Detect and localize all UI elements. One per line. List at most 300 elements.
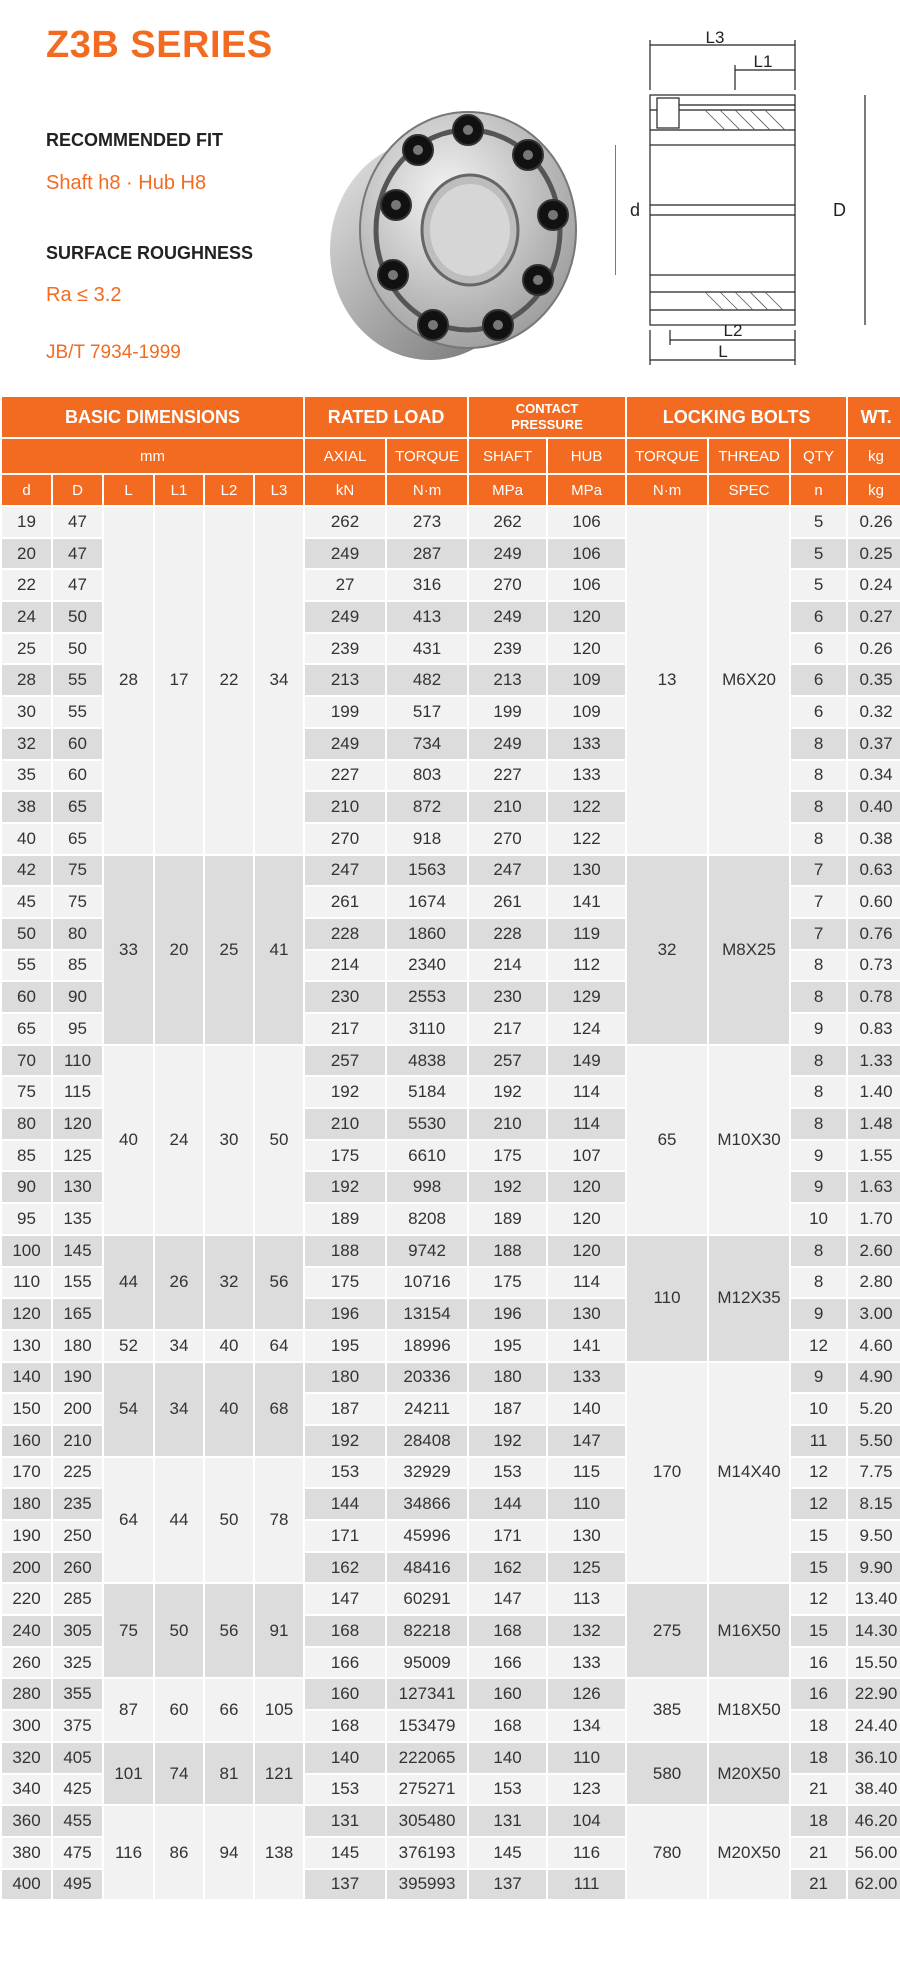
cell-D: 120 (53, 1109, 102, 1139)
cell-D: 125 (53, 1141, 102, 1171)
cell-d: 24 (2, 602, 51, 632)
cell-d: 90 (2, 1172, 51, 1202)
cell-l3: 105 (255, 1679, 303, 1740)
cell-D: 85 (53, 951, 102, 981)
column-header: L (104, 475, 153, 505)
cell-l2: 94 (205, 1806, 253, 1899)
cell-axial: 257 (305, 1046, 385, 1076)
cell-shaft-pressure: 145 (469, 1838, 546, 1868)
cell-D: 210 (53, 1426, 102, 1456)
cell-hub-pressure: 126 (548, 1679, 625, 1709)
cell-shaft-pressure: 147 (469, 1584, 546, 1614)
cell-weight: 5.50 (848, 1426, 900, 1456)
cell-qty: 9 (791, 1299, 846, 1329)
cell-weight: 1.63 (848, 1172, 900, 1202)
cell-l: 52 (104, 1331, 153, 1361)
cell-D: 75 (53, 887, 102, 917)
cell-torque: 3110 (387, 1014, 467, 1044)
cell-qty: 12 (791, 1489, 846, 1519)
cell-D: 200 (53, 1394, 102, 1424)
cell-axial: 230 (305, 982, 385, 1012)
sub-header: TORQUE (387, 439, 467, 473)
cell-weight: 0.40 (848, 792, 900, 822)
cell-shaft-pressure: 140 (469, 1743, 546, 1773)
cell-d: 320 (2, 1743, 51, 1773)
cell-bolt-torque: 780 (627, 1806, 707, 1899)
cell-qty: 8 (791, 1046, 846, 1076)
cell-qty: 11 (791, 1426, 846, 1456)
cell-torque: 998 (387, 1172, 467, 1202)
cell-qty: 8 (791, 761, 846, 791)
cell-qty: 8 (791, 792, 846, 822)
cell-d: 95 (2, 1204, 51, 1234)
cell-hub-pressure: 114 (548, 1077, 625, 1107)
cell-torque: 8208 (387, 1204, 467, 1234)
cell-axial: 228 (305, 919, 385, 949)
cell-weight: 2.60 (848, 1236, 900, 1266)
cell-l2: 25 (205, 856, 253, 1044)
cell-torque: 413 (387, 602, 467, 632)
cell-torque: 24211 (387, 1394, 467, 1424)
cell-l2: 66 (205, 1679, 253, 1740)
cell-D: 250 (53, 1521, 102, 1551)
cell-torque: 9742 (387, 1236, 467, 1266)
cell-hub-pressure: 112 (548, 951, 625, 981)
cell-torque: 395993 (387, 1870, 467, 1900)
cell-d: 40 (2, 824, 51, 854)
cell-bolt-thread: M12X35 (709, 1236, 789, 1361)
label-l2: L2 (723, 321, 743, 340)
cell-torque: 1674 (387, 887, 467, 917)
group-header: LOCKING BOLTS (627, 397, 846, 437)
cell-shaft-pressure: 144 (469, 1489, 546, 1519)
cell-shaft-pressure: 131 (469, 1806, 546, 1836)
cell-d: 60 (2, 982, 51, 1012)
cell-torque: 10716 (387, 1268, 467, 1298)
cell-torque: 5184 (387, 1077, 467, 1107)
cell-D: 375 (53, 1711, 102, 1741)
table-row (2, 1679, 900, 1709)
cell-torque: 32929 (387, 1458, 467, 1488)
cell-weight: 4.90 (848, 1363, 900, 1393)
cell-shaft-pressure: 257 (469, 1046, 546, 1076)
cell-shaft-pressure: 192 (469, 1077, 546, 1107)
cell-l1: 60 (155, 1679, 203, 1740)
cell-shaft-pressure: 195 (469, 1331, 546, 1361)
cell-axial: 160 (305, 1679, 385, 1709)
cell-l2: 56 (205, 1584, 253, 1677)
cell-qty: 12 (791, 1584, 846, 1614)
cell-d: 28 (2, 665, 51, 695)
cell-D: 65 (53, 824, 102, 854)
roughness-value: Ra ≤ 3.2 (46, 284, 122, 306)
cell-l: 44 (104, 1236, 153, 1329)
cell-d: 85 (2, 1141, 51, 1171)
cell-torque: 517 (387, 697, 467, 727)
cell-axial: 153 (305, 1458, 385, 1488)
cell-bolt-thread: M8X25 (709, 856, 789, 1044)
cell-shaft-pressure: 168 (469, 1711, 546, 1741)
cell-hub-pressure: 125 (548, 1553, 625, 1583)
cell-d: 160 (2, 1426, 51, 1456)
cell-hub-pressure: 104 (548, 1806, 625, 1836)
column-header: MPa (469, 475, 546, 505)
cell-weight: 2.80 (848, 1268, 900, 1298)
cell-l: 116 (104, 1806, 153, 1899)
cell-axial: 175 (305, 1268, 385, 1298)
cell-D: 50 (53, 602, 102, 632)
cell-d: 50 (2, 919, 51, 949)
cell-torque: 2553 (387, 982, 467, 1012)
cell-torque: 6610 (387, 1141, 467, 1171)
fit-value: Shaft h8 · Hub H8 (46, 172, 207, 194)
cell-D: 305 (53, 1616, 102, 1646)
cell-hub-pressure: 115 (548, 1458, 625, 1488)
cell-D: 260 (53, 1553, 102, 1583)
cell-weight: 1.40 (848, 1077, 900, 1107)
group-header: BASIC DIMENSIONS (2, 397, 303, 437)
cell-D: 135 (53, 1204, 102, 1234)
cell-shaft-pressure: 199 (469, 697, 546, 727)
column-header: L3 (255, 475, 303, 505)
cell-weight: 0.34 (848, 761, 900, 791)
cell-hub-pressure: 124 (548, 1014, 625, 1044)
cell-hub-pressure: 140 (548, 1394, 625, 1424)
cell-d: 110 (2, 1268, 51, 1298)
cell-qty: 5 (791, 539, 846, 569)
cell-axial: 249 (305, 539, 385, 569)
cell-d: 200 (2, 1553, 51, 1583)
cell-axial: 247 (305, 856, 385, 886)
cell-l3: 56 (255, 1236, 303, 1329)
cell-axial: 147 (305, 1584, 385, 1614)
cell-hub-pressure: 114 (548, 1109, 625, 1139)
cell-qty: 8 (791, 1077, 846, 1107)
column-header: n (791, 475, 846, 505)
cell-torque: 4838 (387, 1046, 467, 1076)
cell-D: 75 (53, 856, 102, 886)
cell-axial: 180 (305, 1363, 385, 1393)
column-header: SPEC (709, 475, 789, 505)
sub-header: HUB (548, 439, 625, 473)
cell-shaft-pressure: 196 (469, 1299, 546, 1329)
cell-shaft-pressure: 192 (469, 1172, 546, 1202)
cell-torque: 5530 (387, 1109, 467, 1139)
cell-weight: 0.26 (848, 507, 900, 537)
cell-axial: 213 (305, 665, 385, 695)
cell-shaft-pressure: 168 (469, 1616, 546, 1646)
cell-axial: 210 (305, 1109, 385, 1139)
cell-axial: 210 (305, 792, 385, 822)
cell-weight: 38.40 (848, 1775, 900, 1805)
cell-l3: 121 (255, 1743, 303, 1804)
cell-hub-pressure: 134 (548, 1711, 625, 1741)
cell-hub-pressure: 119 (548, 919, 625, 949)
cell-d: 180 (2, 1489, 51, 1519)
cell-torque: 803 (387, 761, 467, 791)
cell-weight: 0.24 (848, 570, 900, 600)
cell-weight: 9.90 (848, 1553, 900, 1583)
cell-hub-pressure: 110 (548, 1743, 625, 1773)
cell-bolt-thread: M16X50 (709, 1584, 789, 1677)
cell-qty: 7 (791, 856, 846, 886)
cell-l1: 20 (155, 856, 203, 1044)
cell-D: 90 (53, 982, 102, 1012)
cell-hub-pressure: 109 (548, 697, 625, 727)
cell-weight: 7.75 (848, 1458, 900, 1488)
cell-torque: 48416 (387, 1553, 467, 1583)
cell-shaft-pressure: 270 (469, 570, 546, 600)
cell-bolt-torque: 385 (627, 1679, 707, 1740)
table-row (2, 1806, 900, 1836)
cell-d: 260 (2, 1648, 51, 1678)
fit-heading: RECOMMENDED FIT (46, 130, 223, 150)
cell-d: 65 (2, 1014, 51, 1044)
cell-torque: 20336 (387, 1363, 467, 1393)
sub-header: SHAFT (469, 439, 546, 473)
cell-qty: 9 (791, 1172, 846, 1202)
cell-hub-pressure: 130 (548, 1299, 625, 1329)
cell-axial: 145 (305, 1838, 385, 1868)
cell-torque: 127341 (387, 1679, 467, 1709)
cell-axial: 214 (305, 951, 385, 981)
cell-l1: 26 (155, 1236, 203, 1329)
cell-D: 115 (53, 1077, 102, 1107)
group-header-text: CONTACT PRESSURE (511, 401, 583, 432)
cell-axial: 168 (305, 1616, 385, 1646)
cell-D: 80 (53, 919, 102, 949)
cell-weight: 8.15 (848, 1489, 900, 1519)
cell-D: 145 (53, 1236, 102, 1266)
cell-hub-pressure: 107 (548, 1141, 625, 1171)
cell-axial: 162 (305, 1553, 385, 1583)
table-row (2, 1046, 900, 1076)
cell-axial: 192 (305, 1172, 385, 1202)
column-header: N·m (627, 475, 707, 505)
cell-bolt-torque: 170 (627, 1363, 707, 1583)
label-l: L (718, 342, 728, 361)
cell-qty: 5 (791, 507, 846, 537)
cell-hub-pressure: 130 (548, 1521, 625, 1551)
cell-D: 190 (53, 1363, 102, 1393)
page-title: Z3B SERIES (46, 24, 273, 66)
cell-axial: 131 (305, 1806, 385, 1836)
cell-d: 75 (2, 1077, 51, 1107)
cell-qty: 16 (791, 1679, 846, 1709)
cell-hub-pressure: 129 (548, 982, 625, 1012)
cell-l: 33 (104, 856, 153, 1044)
sub-header: mm (2, 439, 303, 473)
cell-hub-pressure: 123 (548, 1775, 625, 1805)
cell-l3: 138 (255, 1806, 303, 1899)
cell-torque: 734 (387, 729, 467, 759)
cell-weight: 56.00 (848, 1838, 900, 1868)
cell-l: 101 (104, 1743, 153, 1804)
cell-hub-pressure: 132 (548, 1616, 625, 1646)
cell-qty: 6 (791, 665, 846, 695)
cell-qty: 18 (791, 1743, 846, 1773)
column-header: L2 (205, 475, 253, 505)
cell-l1: 34 (155, 1331, 203, 1361)
cell-d: 130 (2, 1331, 51, 1361)
cell-axial: 171 (305, 1521, 385, 1551)
table-row (2, 1236, 900, 1266)
cell-bolt-thread: M20X50 (709, 1806, 789, 1899)
cell-hub-pressure: 120 (548, 634, 625, 664)
cell-qty: 21 (791, 1838, 846, 1868)
cell-d: 220 (2, 1584, 51, 1614)
cell-hub-pressure: 120 (548, 1204, 625, 1234)
table-row (2, 856, 900, 886)
cell-qty: 9 (791, 1014, 846, 1044)
label-l3: L3 (705, 30, 725, 47)
cell-l1: 50 (155, 1584, 203, 1677)
cell-torque: 60291 (387, 1584, 467, 1614)
cell-torque: 153479 (387, 1711, 467, 1741)
column-header: kN (305, 475, 385, 505)
cell-l2: 30 (205, 1046, 253, 1234)
cell-axial: 187 (305, 1394, 385, 1424)
cell-D: 325 (53, 1648, 102, 1678)
section-drawing (615, 30, 885, 375)
cell-hub-pressure: 149 (548, 1046, 625, 1076)
label-d-large: D (833, 200, 846, 220)
cell-qty: 8 (791, 1236, 846, 1266)
cell-d: 140 (2, 1363, 51, 1393)
cell-l3: 34 (255, 507, 303, 854)
roughness-heading: SURFACE ROUGHNESS (46, 243, 254, 263)
cell-d: 20 (2, 539, 51, 569)
cell-bolt-torque: 13 (627, 507, 707, 854)
cell-qty: 7 (791, 887, 846, 917)
sub-header: kg (848, 439, 900, 473)
cell-torque: 222065 (387, 1743, 467, 1773)
cell-axial: 27 (305, 570, 385, 600)
cell-shaft-pressure: 230 (469, 982, 546, 1012)
cell-hub-pressure: 120 (548, 1236, 625, 1266)
cell-D: 47 (53, 539, 102, 569)
cell-shaft-pressure: 137 (469, 1870, 546, 1900)
cell-shaft-pressure: 180 (469, 1363, 546, 1393)
cell-bolt-torque: 32 (627, 856, 707, 1044)
cell-D: 225 (53, 1458, 102, 1488)
cell-weight: 0.83 (848, 1014, 900, 1044)
cell-hub-pressure: 120 (548, 1172, 625, 1202)
cell-l2: 22 (205, 507, 253, 854)
cell-bolt-torque: 110 (627, 1236, 707, 1361)
cell-l3: 91 (255, 1584, 303, 1677)
cell-weight: 0.78 (848, 982, 900, 1012)
cell-l: 75 (104, 1584, 153, 1677)
cell-hub-pressure: 116 (548, 1838, 625, 1868)
cell-torque: 287 (387, 539, 467, 569)
cell-hub-pressure: 133 (548, 761, 625, 791)
column-header: L1 (155, 475, 203, 505)
cell-shaft-pressure: 160 (469, 1679, 546, 1709)
cell-hub-pressure: 120 (548, 602, 625, 632)
cell-torque: 45996 (387, 1521, 467, 1551)
cell-qty: 15 (791, 1521, 846, 1551)
cell-D: 285 (53, 1584, 102, 1614)
cell-shaft-pressure: 247 (469, 856, 546, 886)
cell-D: 475 (53, 1838, 102, 1868)
cell-weight: 13.40 (848, 1584, 900, 1614)
cell-qty: 6 (791, 602, 846, 632)
cell-l3: 41 (255, 856, 303, 1044)
cell-l: 28 (104, 507, 153, 854)
cell-axial: 217 (305, 1014, 385, 1044)
cell-axial: 227 (305, 761, 385, 791)
cell-d: 340 (2, 1775, 51, 1805)
group-header: RATED LOAD (305, 397, 467, 437)
cell-hub-pressure: 110 (548, 1489, 625, 1519)
column-header: D (53, 475, 102, 505)
cell-weight: 5.20 (848, 1394, 900, 1424)
cell-l1: 17 (155, 507, 203, 854)
product-image (318, 100, 588, 370)
cell-qty: 8 (791, 1268, 846, 1298)
cell-torque: 95009 (387, 1648, 467, 1678)
cell-qty: 21 (791, 1775, 846, 1805)
cell-hub-pressure: 133 (548, 1363, 625, 1393)
cell-hub-pressure: 122 (548, 792, 625, 822)
cell-l3: 78 (255, 1458, 303, 1583)
cell-shaft-pressure: 213 (469, 665, 546, 695)
cell-shaft-pressure: 249 (469, 729, 546, 759)
cell-D: 55 (53, 697, 102, 727)
cell-d: 380 (2, 1838, 51, 1868)
cell-axial: 192 (305, 1426, 385, 1456)
cell-shaft-pressure: 227 (469, 761, 546, 791)
cell-axial: 239 (305, 634, 385, 664)
cell-shaft-pressure: 217 (469, 1014, 546, 1044)
cell-l2: 81 (205, 1743, 253, 1804)
cell-D: 355 (53, 1679, 102, 1709)
cell-D: 235 (53, 1489, 102, 1519)
cell-weight: 46.20 (848, 1806, 900, 1836)
cell-hub-pressure: 106 (548, 570, 625, 600)
cell-d: 80 (2, 1109, 51, 1139)
cell-shaft-pressure: 153 (469, 1458, 546, 1488)
cell-D: 95 (53, 1014, 102, 1044)
cell-torque: 13154 (387, 1299, 467, 1329)
cell-torque: 28408 (387, 1426, 467, 1456)
cell-weight: 0.25 (848, 539, 900, 569)
cell-shaft-pressure: 239 (469, 634, 546, 664)
cell-l1: 74 (155, 1743, 203, 1804)
cell-torque: 34866 (387, 1489, 467, 1519)
cell-d: 45 (2, 887, 51, 917)
cell-d: 35 (2, 761, 51, 791)
cell-qty: 15 (791, 1553, 846, 1583)
cell-axial: 261 (305, 887, 385, 917)
cell-axial: 196 (305, 1299, 385, 1329)
cell-D: 455 (53, 1806, 102, 1836)
cell-bolt-thread: M10X30 (709, 1046, 789, 1234)
cell-weight: 14.30 (848, 1616, 900, 1646)
cell-shaft-pressure: 187 (469, 1394, 546, 1424)
cell-d: 38 (2, 792, 51, 822)
cell-torque: 1860 (387, 919, 467, 949)
cell-axial: 195 (305, 1331, 385, 1361)
cell-weight: 15.50 (848, 1648, 900, 1678)
cell-l: 40 (104, 1046, 153, 1234)
cell-l: 54 (104, 1363, 153, 1456)
column-header: MPa (548, 475, 625, 505)
cell-qty: 8 (791, 824, 846, 854)
cell-shaft-pressure: 249 (469, 539, 546, 569)
cell-qty: 15 (791, 1616, 846, 1646)
